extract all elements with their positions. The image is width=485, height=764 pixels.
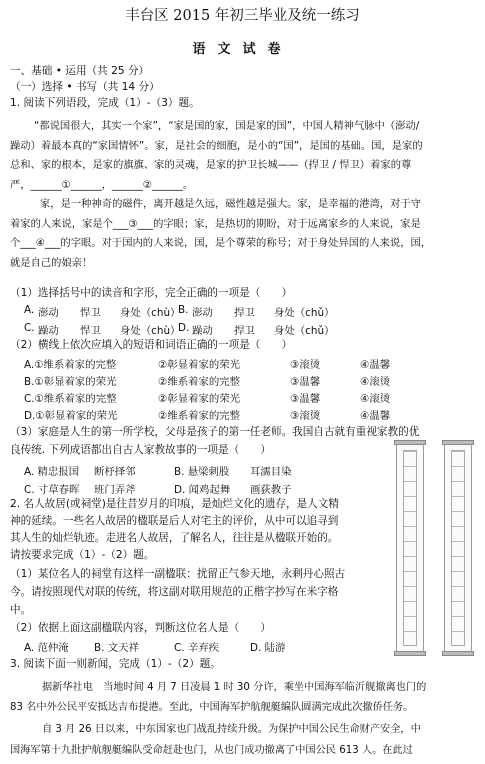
option-text: ④温馨 — [360, 359, 391, 371]
option-text: C.①维系着家的完整 — [24, 393, 117, 405]
option-text: ④滚烫 — [360, 376, 391, 388]
passage-line: 就是自己的娘亲！ — [10, 256, 93, 269]
option-word: 身处（chù） — [120, 307, 181, 319]
q3-news-line: 自 3 月 26 日以来，中东国家也门战乱持续升级。为保护中国公民生命财产安全，中 — [42, 724, 421, 735]
q2-line: 请按要求完成（1）-（2）题。 — [10, 549, 155, 561]
q2-1-line: 中。 — [10, 604, 32, 616]
option-text: B. 悬梁刺股 — [174, 466, 230, 478]
option-word: 躁动 — [38, 325, 59, 337]
option-word: 身处（chù） — [120, 325, 181, 337]
option-text: 班门弄斧 — [94, 484, 136, 496]
couplet-scroll-left[interactable] — [396, 443, 424, 653]
option-word: 悍卫 — [80, 307, 101, 319]
option-text: A.①维系着家的完整 — [24, 359, 117, 371]
option-word: 澎动 — [192, 307, 213, 319]
option-label: B. — [178, 304, 189, 316]
option-text: D.①彰显着家的荣光 — [24, 410, 118, 422]
option-text: ③温馨 — [290, 376, 321, 388]
option-text: 画荻教子 — [250, 484, 292, 496]
q2-2-prompt: （2）依据上面这副楹联内容，判断这位名人是（ ） — [10, 622, 271, 634]
question-1-prompt: 1. 阅读下列语段，完成（1）-（3）题。 — [10, 97, 200, 109]
option-text: C. 辛弃疾 — [174, 642, 220, 654]
option-word: 澎动 — [38, 307, 59, 319]
q1-3-line: （3）家庭是人生的第一所学校，父母是孩子的第一任老师。我国自古就有重视家教的优 — [10, 426, 420, 438]
q2-line: 其人生的灿烂轨迹。走进名人故居，了解名人，往往是从楹联开始的。 — [10, 532, 339, 544]
q2-1-line: 今。请按照现代对联的传统，将这副对联用规范的正楷字抄写在米字格 — [10, 586, 339, 598]
passage-line: 躁动）着最本真的“家国情怀”。家，是社会的细胞，是小的“国”，是国的基础。国，是家的 — [10, 139, 423, 152]
q2-line: 神的延续。一些名人故居的楹联是后人对宅主的评价，从中可以追寻到 — [10, 515, 339, 527]
option-text: ②维系着家的完整 — [158, 376, 241, 388]
option-text: A. 精忠报国 — [24, 466, 80, 478]
option-text: D. 陆游 — [250, 642, 286, 654]
option-text: B.①彰显着家的荣光 — [24, 376, 117, 388]
option-word: 悍卫 — [80, 325, 101, 337]
q3-news-line: 据新华社电 当地时间 4 月 7 日凌晨 1 时 30 分许，乘坐中国海军临沂舰撤离也门的 — [42, 682, 427, 693]
option-text: 断杼择邻 — [94, 466, 136, 478]
exam-subtitle: 语文试卷 — [192, 42, 293, 57]
q1-1-prompt: （1）选择括号中的读音和字形，完全正确的一项是（ ） — [10, 287, 293, 299]
q3-news-line: 国海军第十九批护航舰艇编队受命赶赴也门，从也门成功撤离了中国公民 613 人。在此过 — [10, 745, 413, 756]
option-text: ③滚烫 — [290, 359, 321, 371]
q1-2-prompt: （2）横线上依次应填入的短语和词语正确的一项是（ ） — [10, 339, 293, 351]
option-text: ③温馨 — [290, 393, 321, 405]
sub-section-heading: （一）选择 • 书写（共 14 分） — [10, 81, 160, 93]
passage-line: 着家的人来说，家是个___③___的字眼；家，是热切的期盼，对于远离家乡的人来说，家是 — [10, 217, 421, 230]
option-label: C. — [24, 322, 35, 334]
option-text: B. 文天祥 — [94, 642, 139, 654]
option-word: 捍卫 — [234, 325, 255, 337]
option-text: A. 范仲淹 — [24, 642, 69, 654]
option-text: ②彰显着家的荣光 — [158, 359, 241, 371]
option-text: 耳濡目染 — [250, 466, 292, 478]
q2-line: 2. 名人故居(或祠堂)是往昔岁月的印痕，是灿烂文化的遗存，是人文精 — [10, 498, 339, 510]
option-word: 身处（chǔ） — [274, 307, 335, 319]
option-word: 躁动 — [192, 325, 213, 337]
q2-1-line: （1）某位名人的祠堂有这样一副楹联：扰留正气参天地，永剩丹心照古 — [10, 568, 346, 580]
couplet-scroll-right[interactable] — [444, 443, 472, 653]
option-label: A. — [24, 304, 35, 316]
passage-line: 总和、家的根本，是家的旗旗、家的灵魂，是家的护卫长城——（捍卫 / 悍卫）着家的尊 — [10, 159, 412, 171]
passage-line: 家，是一种神奇的磁件，离开越是久远，磁性越是强大。家，是幸福的港湾，对于守 — [40, 198, 421, 210]
option-label: D. — [178, 322, 190, 334]
option-word: 捍卫 — [234, 307, 255, 319]
exam-title: 丰台区 2015 年初三毕业及统一练习 — [125, 8, 360, 24]
option-text: ③滚烫 — [290, 410, 321, 422]
section-heading: 一、基础 • 运用（共 25 分） — [10, 65, 150, 77]
q1-3-line: 良传统. 下列成语都出自古人家教故事的一项是（ ） — [10, 444, 271, 456]
q3-prompt: 3. 阅读下面一则新闻，完成（1）-（2）题。 — [10, 658, 221, 670]
passage-line: “都说国很大，其实一个家”，“家是国的家，国是家的国”，中国人精神气脉中（澎动/ — [34, 120, 420, 132]
option-text: ②维系着家的完整 — [158, 410, 241, 422]
option-word: 身处（chǔ） — [274, 325, 335, 337]
option-text: D. 闻鸡起舞 — [174, 484, 231, 496]
q3-news-line: 83 名中外公民平安抵达吉布提港。至此，中国海军护航舰艇编队圆满完成此次撤侨任务。 — [10, 702, 414, 713]
passage — [10, 117, 472, 273]
option-text: ④滚烫 — [360, 393, 391, 405]
option-text: ②彰显着家的荣光 — [158, 393, 241, 405]
passage-line: 个___④___的字眼。对于国内的人来说，国，是个尊荣的称号；对于身处异国的人来说，国， — [10, 237, 432, 249]
passage-line: 严，______①______，______②______。 — [10, 178, 194, 191]
option-text: C. 寸草春晖 — [24, 484, 80, 496]
option-text: ④温馨 — [360, 410, 391, 422]
